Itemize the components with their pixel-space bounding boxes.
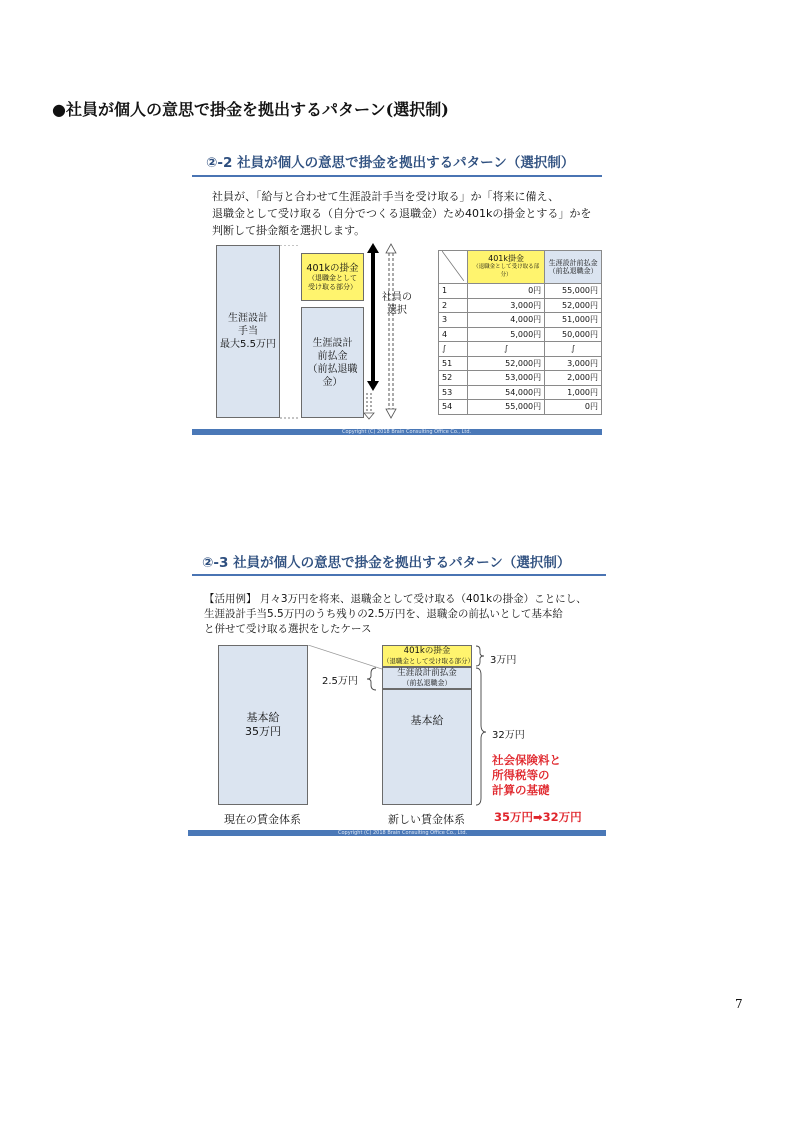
table-row: 2 3,000円 52,000円 bbox=[439, 298, 602, 313]
label-3man: 3万円 bbox=[490, 655, 517, 666]
table-row: ∫ ∫ ∫ bbox=[439, 342, 602, 357]
choice-label: 社員の 選択 bbox=[382, 292, 412, 316]
left-brace-icon bbox=[366, 667, 378, 691]
401k-contribution-box: 401kの掛金 （退職金として 受け取る部分） bbox=[301, 253, 364, 301]
header-401k: 401k掛金 （退職金として受け取る部分） bbox=[468, 251, 545, 284]
current-base-salary-box: 基本給 35万円 bbox=[218, 645, 308, 805]
title-rule bbox=[192, 574, 606, 576]
new-base-salary-box: 基本給 bbox=[382, 689, 472, 805]
right-brace-icon bbox=[474, 645, 488, 807]
table-row: 3 4,000円 51,000円 bbox=[439, 313, 602, 328]
copyright: Copyright (C) 2018 Brain Consulting Office Co., Ltd. bbox=[342, 429, 472, 435]
prepaid-retirement-box: 生涯設計前払金 （前払退職金） bbox=[382, 667, 472, 689]
table-row: 1 0円 55,000円 bbox=[439, 284, 602, 299]
prepaid-retirement-box: 生涯設計 前払金 （前払退職金） bbox=[301, 307, 364, 418]
slide-title: ②-3 社員が個人の意思で掛金を拠出するパターン（選択制） bbox=[202, 555, 571, 571]
401k-contribution-box: 401kの掛金 （退職金として受け取る部分） bbox=[382, 645, 472, 667]
copyright: Copyright (C) 2018 Brain Consulting Office Co., Ltd. bbox=[338, 830, 468, 836]
table-header-row bbox=[439, 251, 602, 284]
table-corner bbox=[439, 251, 468, 284]
slide-2-2 bbox=[192, 145, 602, 440]
slide-intro: 社員が、「給与と合わせて生涯設計手当を受け取る」か「将来に備え、 退職金として受け取る（自分でつくる退職金）ため401kの掛金とする」かを 判断して掛金額を選択します。 bbox=[212, 190, 592, 237]
contribution-table bbox=[438, 250, 602, 415]
label-new-system: 新しい賃金体系 bbox=[388, 813, 465, 826]
double-arrow-icon bbox=[364, 241, 400, 421]
label-current-system: 現在の賃金体系 bbox=[224, 813, 301, 826]
allowance-box: 生涯設計 手当 最大5.5万円 bbox=[216, 245, 280, 418]
table-row: 54 55,000円 0円 bbox=[439, 400, 602, 415]
slide-intro: 【活用例】 月々3万円を将来、退職金として受け取る（401kの掛金）ことにし、 生涯設計手当5.5万円のうち残りの2.5万円を、退職金の前払いとして基本給 と併せて受け取る選択をしたケース bbox=[204, 593, 587, 635]
slide-title: ②-2 社員が個人の意思で掛金を拠出するパターン（選択制） bbox=[206, 155, 575, 171]
table-row: 4 5,000円 50,000円 bbox=[439, 327, 602, 342]
connector-lines bbox=[280, 245, 302, 420]
table-row: 53 54,000円 1,000円 bbox=[439, 385, 602, 400]
slide-2-3 bbox=[188, 545, 606, 840]
table-row: 51 52,000円 3,000円 bbox=[439, 356, 602, 371]
header-prepaid: 生涯設計前払金 （前払退職金） bbox=[545, 251, 602, 284]
salary-change-result: 35万円➡32万円 bbox=[494, 810, 582, 824]
table-row: 52 53,000円 2,000円 bbox=[439, 371, 602, 386]
label-2-5man: 2.5万円 bbox=[322, 676, 358, 687]
title-rule bbox=[192, 175, 602, 177]
page-number: 7 bbox=[735, 997, 743, 1011]
label-32man: 32万円 bbox=[492, 730, 525, 741]
page-heading: ●社員が個人の意思で掛金を拠出するパターン(選択制) bbox=[52, 100, 449, 119]
tax-basis-note: 社会保険料と 所得税等の 計算の基礎 bbox=[492, 753, 561, 797]
